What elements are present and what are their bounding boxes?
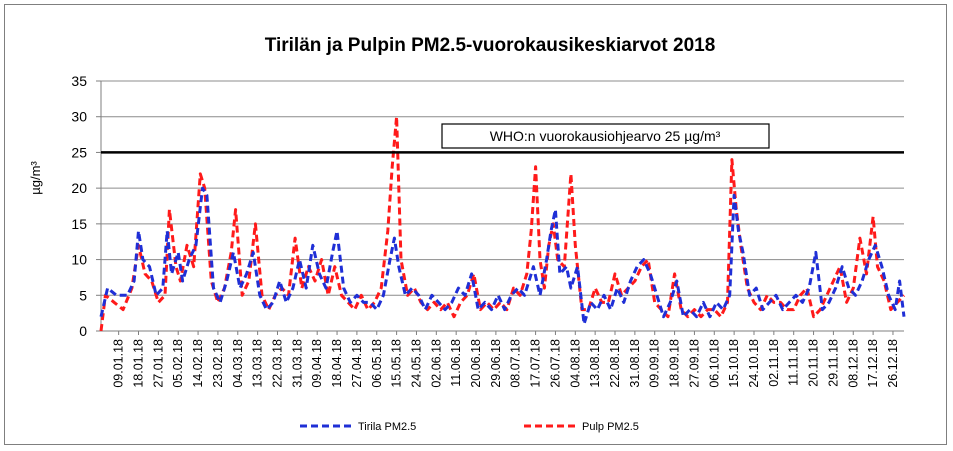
legend [300, 421, 639, 433]
y-axis-label: µg/m³ [28, 161, 43, 195]
x-axis-ticks [112, 331, 900, 388]
x-tick-label: 24.10.18 [746, 339, 761, 388]
x-tick-label: 05.02.18 [171, 339, 186, 388]
y-tick-label: 0 [79, 323, 87, 339]
x-tick-label: 13.08.18 [588, 339, 603, 388]
x-tick-label: 23.02.18 [210, 339, 225, 388]
x-tick-label: 17.07.18 [528, 339, 543, 388]
x-tick-label: 11.06.18 [449, 339, 464, 387]
x-tick-label: 24.05.18 [409, 339, 424, 388]
legend-label: Pulp PM2.5 [582, 421, 639, 433]
x-tick-label: 26.07.18 [548, 339, 563, 388]
x-tick-label: 22.08.18 [608, 339, 623, 388]
x-tick-label: 17.12.18 [866, 339, 881, 388]
legend-label: Tirila PM2.5 [358, 421, 417, 433]
who-reference [101, 124, 904, 152]
x-tick-label: 04.03.18 [230, 339, 245, 388]
y-tick-label: 15 [71, 215, 87, 232]
x-tick-label: 08.12.18 [846, 339, 861, 388]
x-tick-label: 18.01.18 [131, 339, 146, 388]
chart-title: Tirilän ja Pulpin PM2.5-vuorokausikeskiarvot 2018 [264, 35, 716, 56]
y-tick-label: 30 [71, 108, 87, 125]
y-tick-label: 10 [71, 251, 87, 268]
x-tick-label: 27.04.18 [349, 339, 364, 388]
x-tick-label: 15.10.18 [727, 339, 742, 388]
x-tick-label: 18.04.18 [330, 339, 345, 388]
x-tick-label: 27.09.18 [687, 339, 702, 388]
x-tick-label: 26.12.18 [885, 339, 900, 388]
x-tick-label: 14.02.18 [191, 339, 206, 388]
x-tick-label: 22.03.18 [270, 339, 285, 388]
x-tick-label: 20.06.18 [469, 339, 484, 388]
who-annotation-text: WHO:n vuorokausiohjearvo 25 µg/m³ [489, 128, 721, 144]
x-tick-label: 09.04.18 [310, 339, 325, 388]
y-axis-ticks [71, 73, 87, 339]
x-tick-label: 31.08.18 [627, 339, 642, 388]
y-tick-label: 5 [79, 287, 87, 304]
y-tick-label: 35 [71, 73, 87, 89]
x-tick-label: 31.03.18 [290, 339, 305, 388]
x-tick-label: 09.01.18 [111, 339, 126, 388]
y-tick-label: 20 [71, 180, 87, 197]
x-tick-label: 18.09.18 [667, 339, 682, 388]
x-tick-label: 27.01.18 [151, 339, 166, 388]
y-tick-label: 25 [71, 144, 87, 161]
gridlines [101, 81, 904, 295]
x-tick-label: 04.08.18 [568, 339, 583, 388]
x-tick-label: 13.03.18 [250, 339, 265, 388]
x-tick-label: 11.11.18 [786, 339, 801, 386]
x-tick-label: 29.06.18 [488, 339, 503, 388]
x-tick-label: 09.09.18 [647, 339, 662, 388]
x-tick-label: 08.07.18 [508, 339, 523, 388]
x-tick-label: 29.11.18 [826, 339, 841, 387]
x-tick-label: 06.05.18 [369, 339, 384, 388]
x-tick-label: 15.05.18 [389, 339, 404, 388]
x-tick-label: 02.11.18 [766, 339, 781, 387]
x-tick-label: 02.06.18 [429, 339, 444, 388]
x-tick-label: 20.11.18 [806, 339, 821, 387]
x-tick-label: 06.10.18 [707, 339, 722, 388]
